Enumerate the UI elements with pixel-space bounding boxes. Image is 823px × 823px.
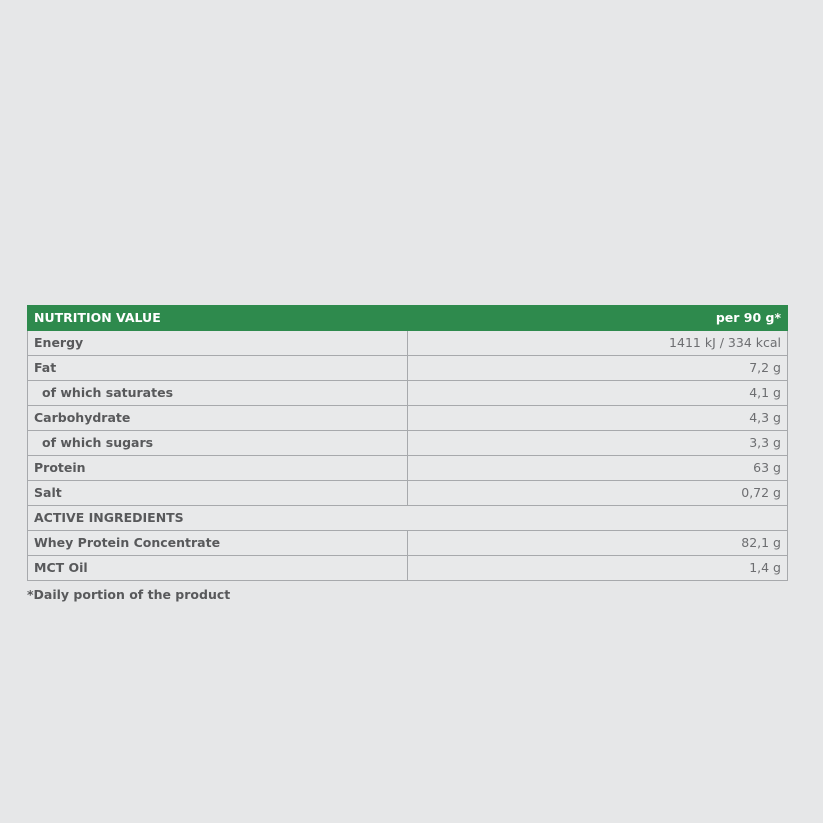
nutrition-panel (27, 305, 787, 602)
ingredient-name: MCT Oil (28, 556, 408, 581)
header-serving: per 90 g* (408, 306, 788, 331)
nutrient-name: of which saturates (28, 381, 408, 406)
table-row (28, 556, 788, 581)
nutrient-name: Carbohydrate (28, 406, 408, 431)
nutrient-name: Fat (28, 356, 408, 381)
table-body (28, 331, 788, 581)
ingredient-value: 82,1 g (408, 531, 788, 556)
header-label: NUTRITION VALUE (28, 306, 408, 331)
ingredient-value: 1,4 g (408, 556, 788, 581)
nutrient-name: Protein (28, 456, 408, 481)
table-row (28, 381, 788, 406)
section-row (28, 506, 788, 531)
table-row (28, 431, 788, 456)
table-row (28, 356, 788, 381)
table-header (28, 306, 788, 331)
header-row (28, 306, 788, 331)
nutrient-value: 7,2 g (408, 356, 788, 381)
nutrition-table (27, 305, 788, 581)
footnote: *Daily portion of the product (27, 587, 231, 602)
nutrient-name: Salt (28, 481, 408, 506)
table-row (28, 481, 788, 506)
nutrient-name: Energy (28, 331, 408, 356)
table-row (28, 456, 788, 481)
active-ingredients-heading: ACTIVE INGREDIENTS (28, 506, 788, 531)
table-row (28, 406, 788, 431)
nutrient-value: 4,3 g (408, 406, 788, 431)
nutrient-name: of which sugars (28, 431, 408, 456)
table-row (28, 531, 788, 556)
nutrient-value: 0,72 g (408, 481, 788, 506)
ingredient-name: Whey Protein Concentrate (28, 531, 408, 556)
table-row (28, 331, 788, 356)
nutrient-value: 63 g (408, 456, 788, 481)
nutrient-value: 4,1 g (408, 381, 788, 406)
nutrient-value: 1411 kJ / 334 kcal (408, 331, 788, 356)
nutrient-value: 3,3 g (408, 431, 788, 456)
